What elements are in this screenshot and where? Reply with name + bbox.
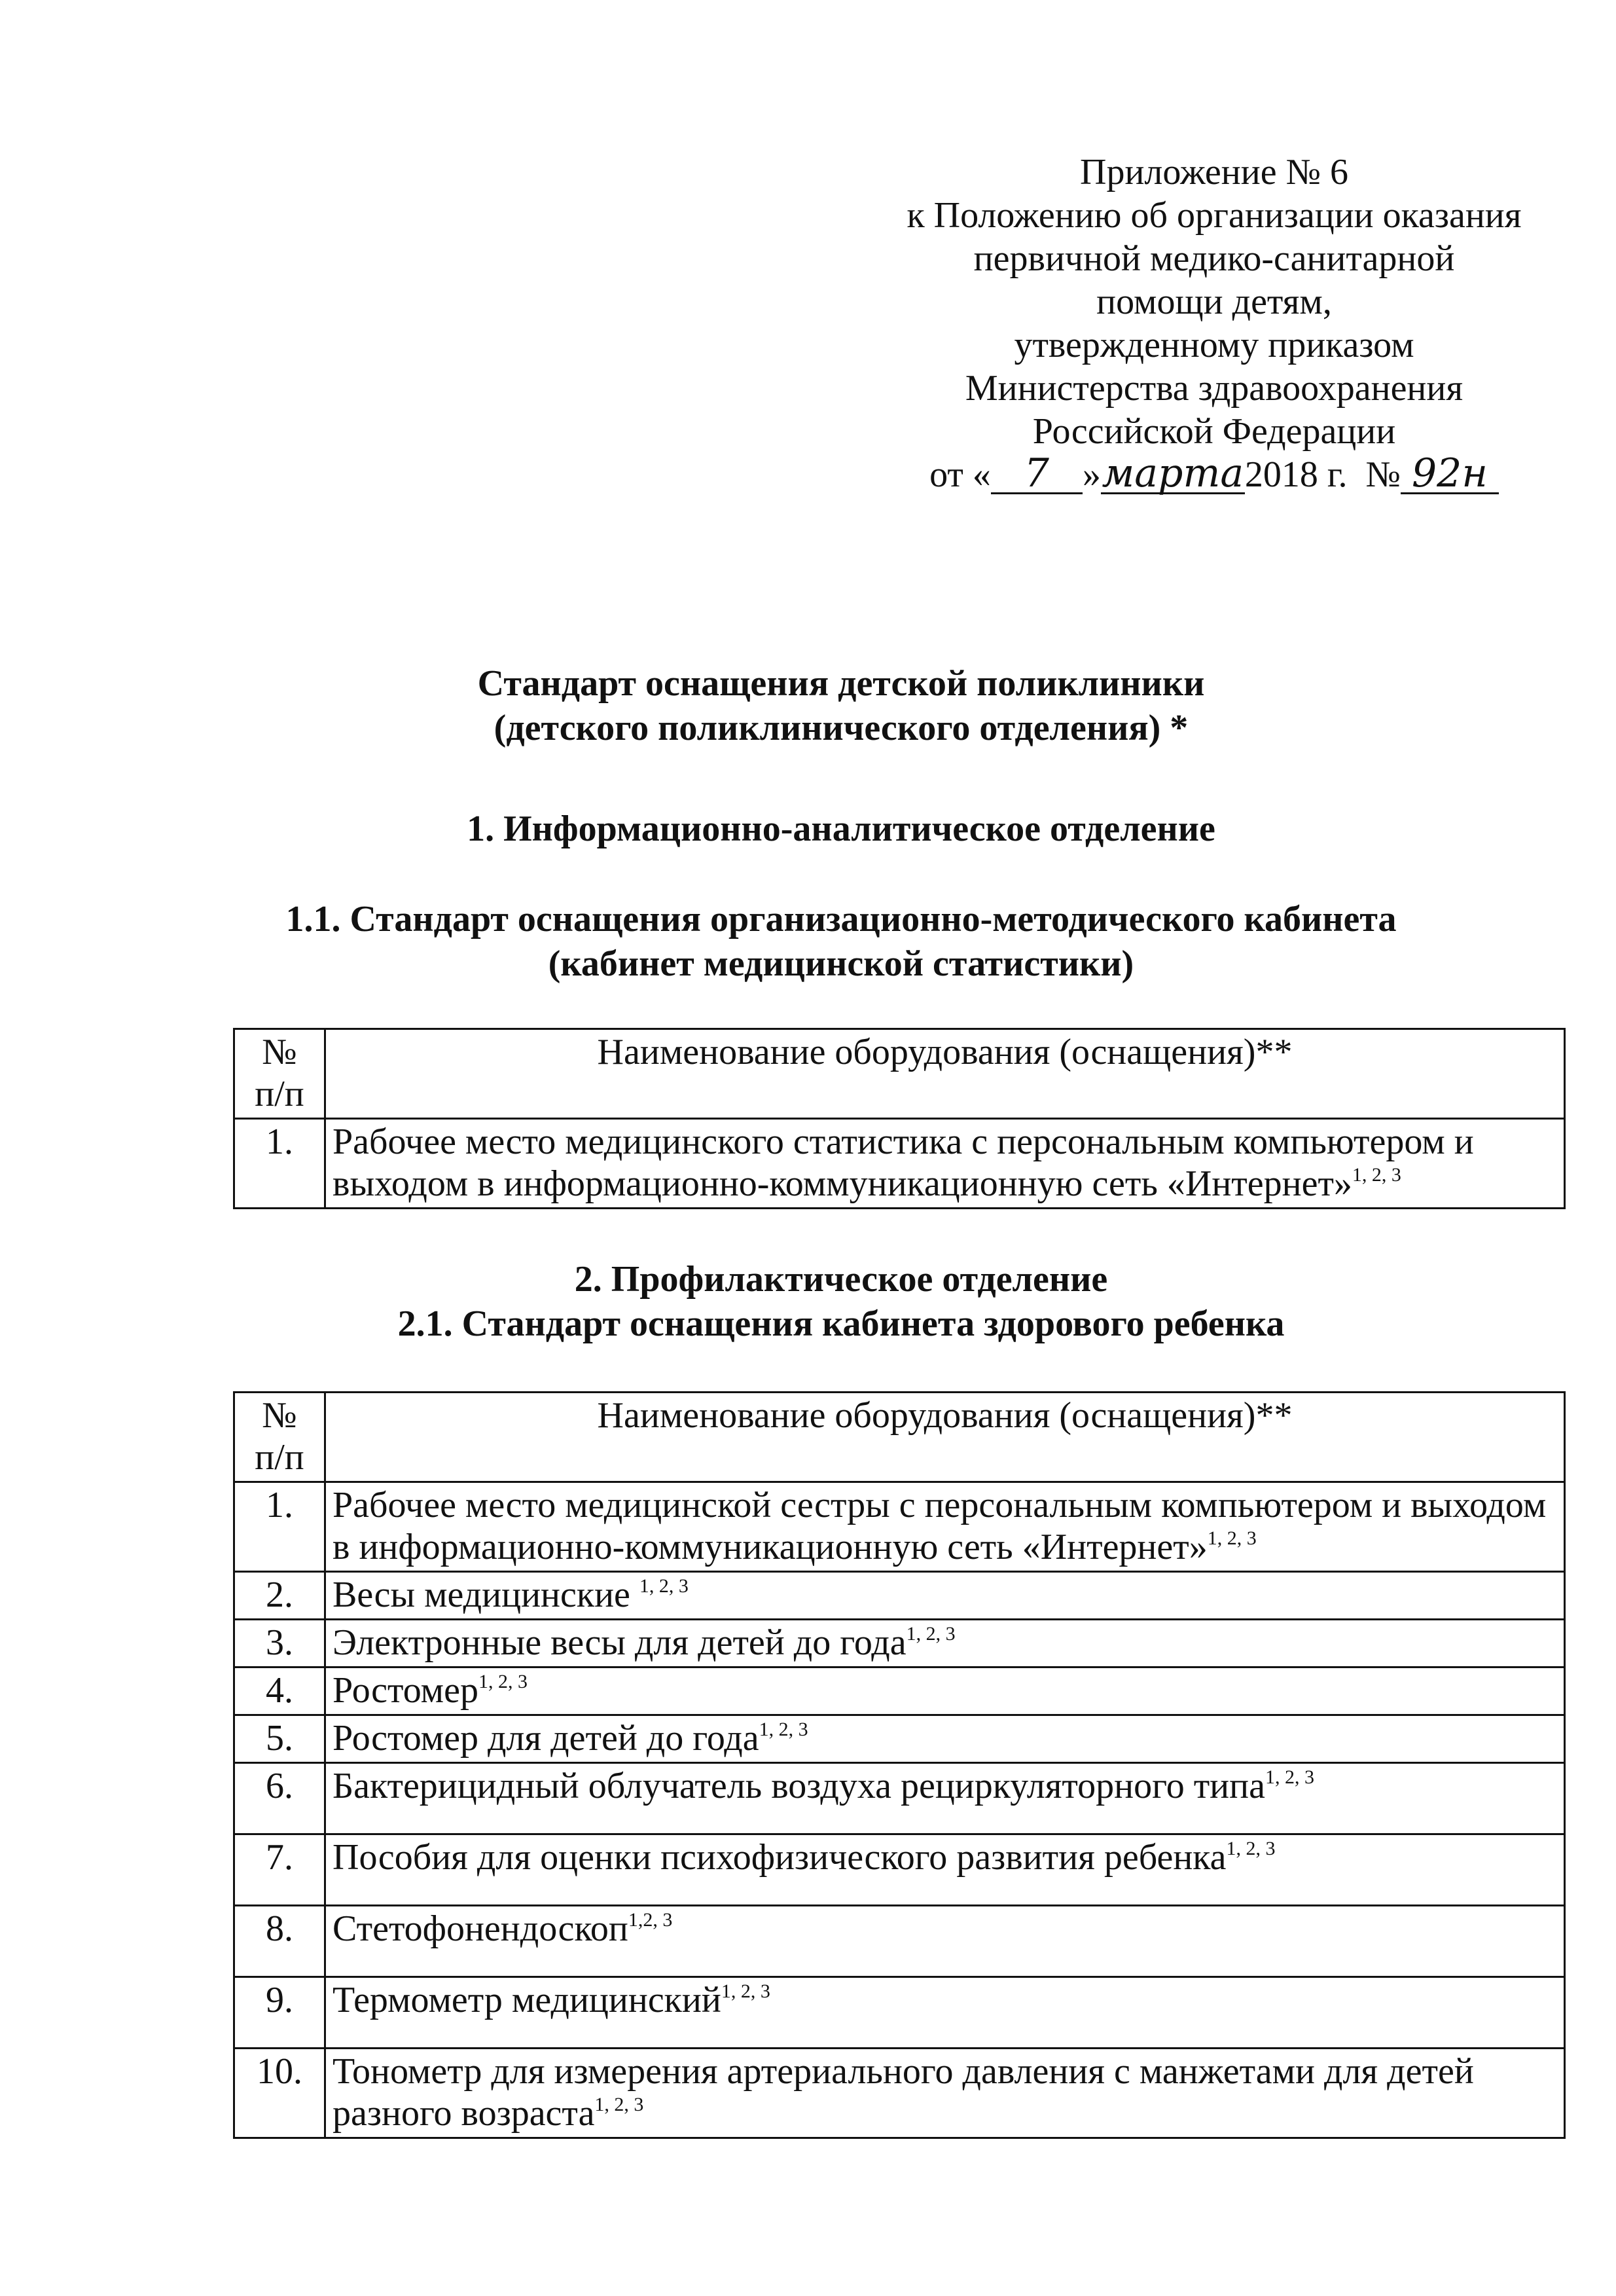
table-row	[234, 1906, 1565, 1977]
date-year: 2018 г.	[1244, 454, 1348, 495]
row-footnote-ref: 1, 2, 3	[1265, 1766, 1314, 1788]
row-name-text: Рабочее место медицинского статистика с персональным компьютером и выходом в информационно-коммуникационную сеть «Интернет»	[332, 1121, 1474, 1204]
table-row	[234, 1119, 1565, 1209]
row-footnote-ref: 1, 2, 3	[906, 1623, 956, 1645]
row-num: 5.	[234, 1715, 325, 1763]
row-footnote-ref: 1, 2, 3	[478, 1671, 528, 1692]
appendix-line: Приложение № 6	[1080, 152, 1348, 192]
row-num: 3.	[234, 1620, 325, 1667]
appendix-line: Министерства здравоохранения	[965, 368, 1463, 409]
row-footnote-ref: 1, 2, 3	[759, 1719, 808, 1740]
table-row	[234, 1977, 1565, 2049]
equipment-table-2	[233, 1391, 1566, 2139]
header-num-line-2: п/п	[255, 1074, 304, 1114]
row-name	[325, 1620, 1565, 1667]
section-1-heading-text: 1. Информационно-аналитическое отделение	[467, 809, 1215, 849]
row-name	[325, 2049, 1565, 2138]
table-row	[234, 1620, 1565, 1667]
row-name-text: Весы медицинские	[332, 1575, 639, 1615]
appendix-line: Российской Федерации	[1032, 411, 1396, 452]
document-title	[131, 661, 1551, 750]
row-footnote-ref: 1, 2, 3	[1352, 1164, 1401, 1186]
row-name	[325, 1667, 1565, 1715]
row-footnote-ref: 1, 2, 3	[594, 2094, 644, 2115]
appendix-block	[844, 151, 1584, 496]
section-1-1-heading-line-1: 1.1. Стандарт оснащения организационно-методического кабинета	[285, 899, 1397, 939]
equipment-table-1	[233, 1028, 1566, 1209]
table-row	[234, 1572, 1565, 1620]
row-footnote-ref: 1, 2, 3	[1207, 1527, 1257, 1549]
table-row	[234, 1715, 1565, 1763]
row-name-text: Рабочее место медицинской сестры с персональным компьютером и выходом в информационно-коммуникационную сеть «Интернет»	[332, 1485, 1547, 1567]
row-name	[325, 1977, 1565, 2049]
row-num: 10.	[234, 2049, 325, 2138]
appendix-line: помощи детям,	[1096, 282, 1332, 322]
row-name-text: Ростомер	[332, 1670, 478, 1711]
table-row	[234, 1834, 1565, 1906]
row-footnote-ref: 1, 2, 3	[639, 1575, 689, 1597]
row-name-text: Тонометр для измерения артериального давления с манжетами для детей разного возраста	[332, 2051, 1474, 2134]
row-name	[325, 1834, 1565, 1906]
title-line-2: (детского поликлинического отделения) *	[494, 708, 1189, 748]
row-num: 8.	[234, 1906, 325, 1977]
table-row	[234, 1667, 1565, 1715]
date-prefix: от «	[929, 454, 991, 495]
row-footnote-ref: 1,2, 3	[628, 1909, 673, 1931]
header-num-line-1: №	[262, 1395, 297, 1436]
number-prefix: №	[1365, 454, 1401, 495]
row-name-text: Бактерицидный облучатель воздуха рециркуляторного типа	[332, 1766, 1265, 1806]
section-1-heading	[131, 807, 1551, 851]
row-num: 1.	[234, 1482, 325, 1572]
date-mid: »	[1082, 454, 1101, 495]
header-num	[234, 1393, 325, 1482]
section-2-1-heading-text: 2.1. Стандарт оснащения кабинета здорового ребенка	[397, 1303, 1285, 1344]
section-2-heading-text: 2. Профилактическое отделение	[574, 1259, 1108, 1300]
section-1-1-heading	[131, 897, 1551, 986]
row-name-text: Стетофонендоскоп	[332, 1908, 628, 1949]
section-2-heading	[131, 1257, 1551, 1346]
row-name	[325, 1906, 1565, 1977]
row-name-text: Ростомер для детей до года	[332, 1718, 759, 1758]
row-num: 4.	[234, 1667, 325, 1715]
row-name-text: Термометр медицинский	[332, 1980, 721, 2020]
table-header-row	[234, 1029, 1565, 1119]
appendix-line: первичной медико-санитарной	[973, 238, 1455, 279]
row-num: 6.	[234, 1763, 325, 1834]
row-num: 9.	[234, 1977, 325, 2049]
table-header-row	[234, 1393, 1565, 1482]
row-name-text: Пособия для оценки психофизического развития ребенка	[332, 1837, 1227, 1878]
header-name: Наименование оборудования (оснащения)**	[325, 1393, 1565, 1482]
row-footnote-ref: 1, 2, 3	[1226, 1838, 1276, 1859]
title-line-1: Стандарт оснащения детской поликлиники	[477, 663, 1205, 704]
row-name-text: Электронные весы для детей до года	[332, 1622, 907, 1663]
header-num-line-2: п/п	[255, 1437, 304, 1478]
appendix-line: к Положению об организации оказания	[907, 195, 1522, 236]
header-num	[234, 1029, 325, 1119]
row-name	[325, 1572, 1565, 1620]
table-row	[234, 1482, 1565, 1572]
row-name	[325, 1715, 1565, 1763]
row-name	[325, 1119, 1565, 1209]
header-name: Наименование оборудования (оснащения)**	[325, 1029, 1565, 1119]
section-1-1-heading-line-2: (кабинет медицинской статистики)	[548, 943, 1134, 984]
handwritten-order-number: 92н	[1401, 454, 1499, 494]
row-footnote-ref: 1, 2, 3	[721, 1980, 770, 2002]
appendix-line: утвержденному приказом	[1014, 325, 1414, 365]
handwritten-month: марта	[1102, 450, 1244, 496]
header-num-line-1: №	[262, 1032, 297, 1072]
row-num: 1.	[234, 1119, 325, 1209]
row-name	[325, 1482, 1565, 1572]
handwritten-day: 7	[991, 454, 1083, 494]
row-num: 7.	[234, 1834, 325, 1906]
table-row	[234, 1763, 1565, 1834]
table-row	[234, 2049, 1565, 2138]
order-date-line	[844, 450, 1584, 496]
row-name	[325, 1763, 1565, 1834]
row-num: 2.	[234, 1572, 325, 1620]
